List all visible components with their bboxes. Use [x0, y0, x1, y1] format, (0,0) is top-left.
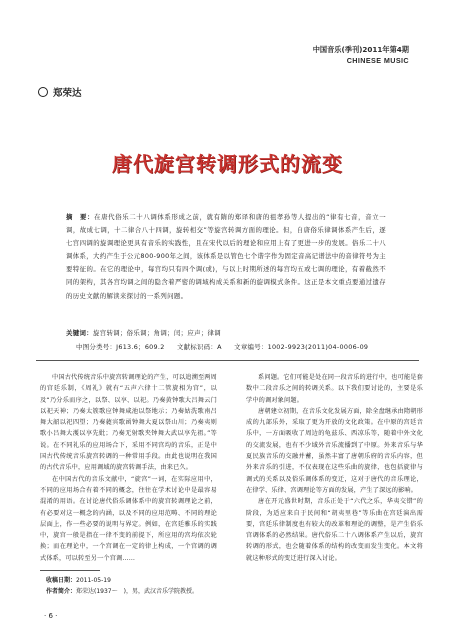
author-name: 郑荣达: [53, 88, 82, 99]
abstract: [66, 211, 386, 303]
paragraph: 中国古代传统音乐中旋宫转调理论的产生，可以追溯至两周的宫廷乐制，《周礼》就有“五声六律十二管旋相为宫”，以及“乃分乐而序之，以祭、以享、以祀。乃奏黄钟歌大吕舞云门以祀天神；乃奏太簇歌应钟舞咸池以祭地示；乃奏姑洗歌南吕舞大韶以祀四望；乃奏蕤宾歌函钟舞大夏以祭山川；乃奏夷则歌小吕舞大濩以享先妣；乃奏无射歌夹钟舞大武以享先祖。”等说。在不同礼乐的应用场合下，采用不同宫均的音乐，正是中国古代传统音乐旋宫转调的一种常用手段。由此也说明在我国的古代音乐中，应用调域的旋宫转调手法，由来已久。: [40, 374, 217, 472]
journal-header: [313, 44, 409, 66]
journal-issue: 中国音乐(季刊)2011年第4期: [312, 45, 409, 54]
page-number: · 6 ·: [44, 612, 58, 620]
paragraph: 唐朝建立初期，在音乐文化发展方面，除全盘继承由隋朝形成的九部乐外，采取了更为开放的文化政策。在中原的宫廷音乐中，一方面吸收了周边的龟兹乐、西凉乐等，随着中外文化的交流发展，也有不少域外音乐流播到了中原。外来音乐与华夏民族音乐的交融并蓄，虽然丰富了唐朝乐府的音乐内容，但外来音乐的引进，不仅表现在这些乐曲的旋律，也包括旋律与调式的关系以及俗乐调体系的变迁，这对于唐代的音乐理论，在律学、乐律、宫调理论等方面的发展，产生了深远的影响。: [246, 407, 423, 494]
paragraph: 在中国古代的音乐文献中，“旋宫”一词，在实际应用中，不同的应用场合有着不同的概念，往往在学术讨论中是最容易混淆的用语。在讨论唐代俗乐调体系中的旋宫转调理论之前，有必要对这一概念的内涵，以及不同的应用范畴、不同的理论层面上，作一些必要的说明与界定。例如，在宫廷雅乐的实践中，旋宫一般是指在一律不变的前提下，所应用的宫均依次轮换；而在理论中，一个宫调在一定的律上构成，一个宫调的调式体系，可以转至另一个宫调……: [40, 475, 217, 562]
clc-number: 中图分类号：J613.6；609.2: [76, 343, 165, 351]
footnote-received: [46, 576, 111, 586]
keywords-label: 关键词：: [66, 329, 93, 337]
document-code: 文献标识码：A: [176, 343, 222, 351]
circle-bullet-icon: [38, 87, 48, 97]
keywords-text: 旋宫转调；俗乐调；角调；闰；应声；律调: [92, 329, 222, 337]
journal-english-name: CHINESE MUSIC: [346, 56, 409, 65]
received-date: 2011-05-19: [76, 577, 111, 584]
body-column-right: [246, 372, 423, 562]
paragraph: 系问题。它们可能是处在同一段音乐的进行中，也可能是套数中二段音乐之间的转调关系。以下我们要讨论的，主要是乐学中的调对象问题。: [246, 374, 423, 404]
abstract-label: 摘 要：: [66, 213, 95, 221]
article-id: 文章编号：1002-9923(2011)04-0006-09: [234, 343, 369, 351]
article-title: 唐代旋宫转调形式的流变: [112, 152, 343, 176]
received-label: 收稿日期：: [46, 577, 77, 584]
author-info-label: 作者简介：: [46, 588, 77, 595]
footnote-author: [46, 587, 198, 597]
header-divider: [36, 360, 419, 361]
body-column-left: [40, 372, 217, 562]
paragraph: 唐在开元盛世时期，音乐正处于“六代之乐，华夷交错”的阶段，为适应来自于民间和“胡夷里巷”等乐曲在宫廷演出需要，宫廷乐律制度也有较大的改革和理论的调整，是产生俗乐宫调体系的必然结果。唐代俗乐二十八调体系产生以后，旋宫转调的形式，也会随着体系的结构的改变而发生变化。本文将就这种形式的变迁进行深入讨论。: [246, 498, 423, 562]
abstract-text: 在唐代俗乐二十八调体系形成之前，就有隋的郑译和唐的祖孝孙等人提出的“律有七音，音立一调，故成七调，十二律合八十四调，旋转相交”等旋宫转调方面的理论。但，自唐俗乐律调体系产生后，逐七宫四调的旋调理论更具有音乐的实践性，且在宋代以后的理论和应用上有了更进一步的发展。俗乐二十八调体系，大约产生于公元800-900年之间，该体系是以管色七个谐字作为固定音高记谱法中的音律符号为主要特征的。在它的理论中，每宫均只有四个调(或)，与以上时期所述的每宫均五或七调的理论，有着截然不同的架构，其各宫均调之间的隐含着严密的调域构成关系和新的旋调模式条件。这正是本文重点要通过遗存的历史文献的解读来探讨的一系列问题。: [66, 213, 386, 300]
classification-line: [76, 342, 378, 351]
author-line: [38, 85, 82, 99]
keywords: [66, 328, 221, 337]
footnote-divider: [40, 570, 100, 571]
author-info: 郑荣达(1937～ )，男，武汉音乐学院教授。: [76, 588, 198, 595]
